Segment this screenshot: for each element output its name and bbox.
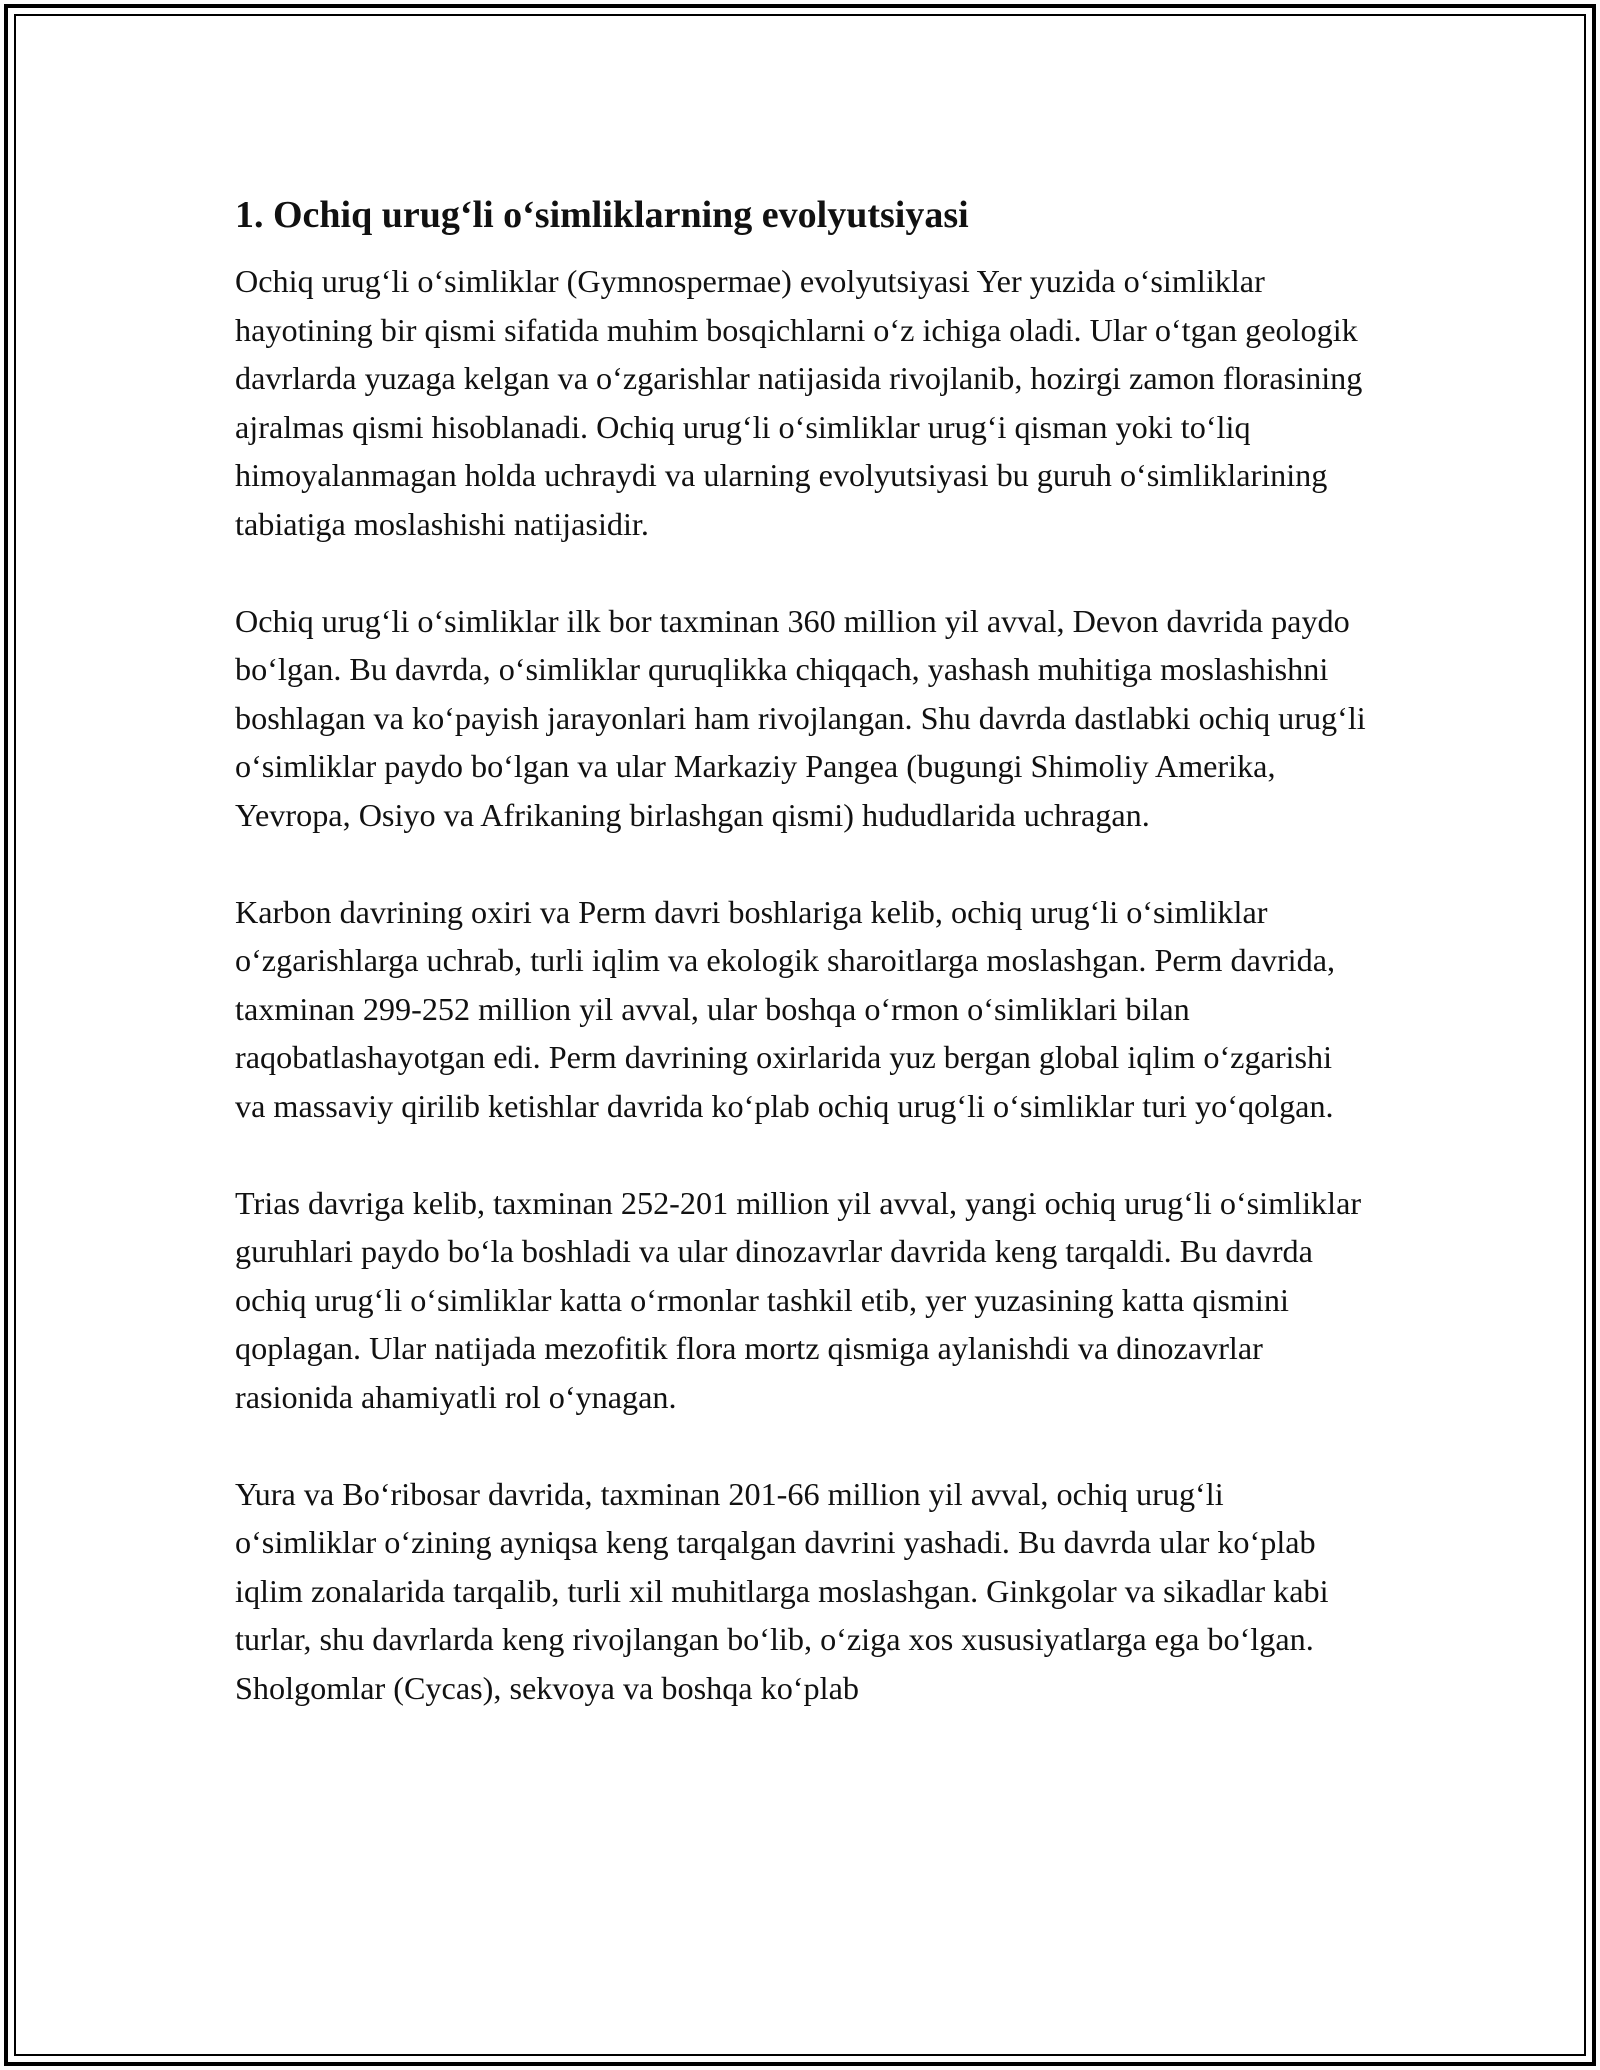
- section-heading: 1. Ochiq urug‘li o‘simliklarning evolyutsiyasi: [235, 194, 969, 236]
- paragraph-1: Ochiq urug‘li o‘simliklar (Gymnospermae) evolyutsiyasi Yer yuzida o‘simliklar hayotining bir qismi sifatida muhim bosqichlarni o‘z ichiga oladi. Ular o‘tgan geologik davrlarda yuzaga kelgan va o‘zgarishlar natijasida rivojlanib, hozirgi zamon florasining ajralmas qismi hisoblanadi. Ochiq urug‘li o‘simliklar urug‘i qisman yoki to‘liq himoyalanmagan holda uchraydi va ularning evolyutsiyasi bu guruh o‘simliklarining tabiatiga moslashishi natijasidir.: [235, 263, 1363, 542]
- paragraph-2: Ochiq urug‘li o‘simliklar ilk bor taxminan 360 million yil avval, Devon davrida paydo bo‘lgan. Bu davrda, o‘simliklar quruqlikka chiqqach, yashash muhitiga moslashishni boshlagan va ko‘payish jarayonlari ham rivojlangan. Shu davrda dastlabki ochiq urug‘li o‘simliklar paydo bo‘lgan va ular Markaziy Pangea (bugungi Shimoliy Amerika, Yevropa, Osiyo va Afrikaning birlashgan qismi) hududlarida uchragan.: [235, 602, 1366, 833]
- paragraph-3: Karbon davrining oxiri va Perm davri boshlariga kelib, ochiq urug‘li o‘simliklar o‘zgarishlarga uchrab, turli iqlim va ekologik sharoitlarga moslashgan. Perm davrida, taxminan 299-252 million yil avval, ular boshqa o‘rmon o‘simliklari bilan raqobatlashayotgan edi. Perm davrining oxirlarida yuz bergan global iqlim o‘zgarishi va massaviy qirilib ketishlar davrida ko‘plab ochiq urug‘li o‘simliklar turi yo‘qolgan.: [235, 893, 1336, 1124]
- paragraph-5: Yura va Bo‘ribosar davrida, taxminan 201-66 million yil avval, ochiq urug‘li o‘simliklar o‘zining ayniqsa keng tarqalgan davrini yashadi. Bu davrda ular ko‘plab iqlim zonalarida tarqalib, turli xil muhitlarga moslashgan. Ginkgolar va sikadlar kabi turlar, shu davrlarda keng rivojlangan bo‘lib, o‘ziga xos xususiyatlarga ega bo‘lgan. Sholgomlar (Cycas), sekvoya va boshqa ko‘plab: [235, 1475, 1329, 1706]
- document-body: [235, 185, 1370, 1712]
- paragraph-4: Trias davriga kelib, taxminan 252-201 million yil avval, yangi ochiq urug‘li o‘simliklar guruhlari paydo bo‘la boshladi va ular dinozavrlar davrida keng tarqaldi. Bu davrda ochiq urug‘li o‘simliklar katta o‘rmonlar tashkil etib, yer yuzasining katta qismini qoplagan. Ular natijada mezofitik flora mortz qismiga aylanishdi va dinozavrlar rasionida ahamiyatli rol o‘ynagan.: [235, 1184, 1362, 1415]
